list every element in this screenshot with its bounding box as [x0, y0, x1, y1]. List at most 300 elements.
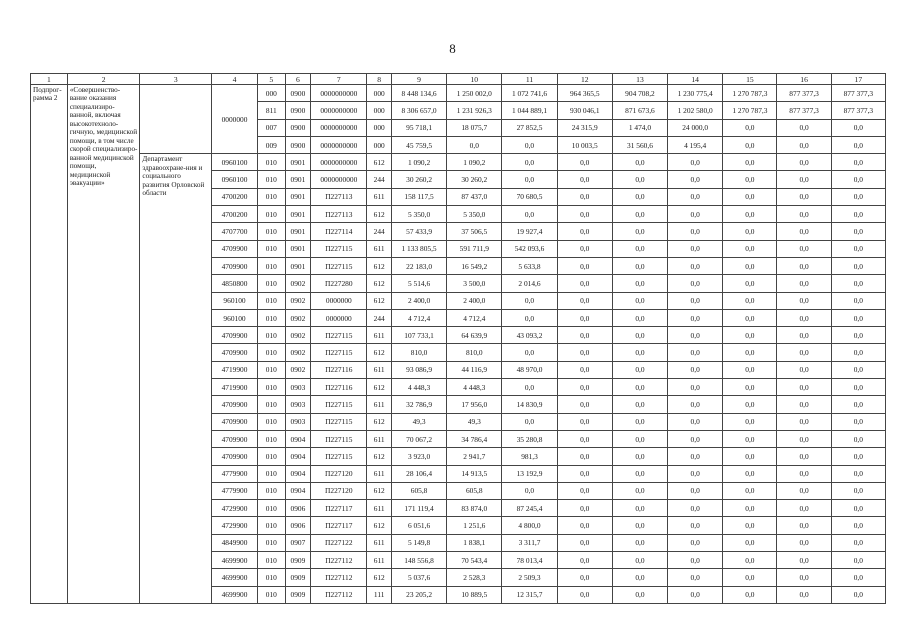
table-cell: 5 350,0	[447, 206, 502, 223]
table-cell: 0,0	[612, 396, 667, 413]
table-cell: П227120	[311, 465, 367, 482]
table-cell: П227115	[311, 448, 367, 465]
table-cell: 44 116,9	[447, 361, 502, 378]
table-cell: 0,0	[831, 500, 885, 517]
column-number-header: 5	[258, 74, 286, 85]
table-cell: 0,0	[612, 465, 667, 482]
table-cell: 0,0	[502, 344, 557, 361]
table-cell: 0,0	[557, 171, 612, 188]
table-cell: П227280	[311, 275, 367, 292]
table-cell: 611	[367, 361, 392, 378]
table-cell: 0904	[285, 482, 311, 499]
column-number-header: 4	[212, 74, 258, 85]
table-cell: 10 889,5	[447, 586, 502, 603]
column-number-header: 8	[367, 74, 392, 85]
table-cell: 0,0	[723, 448, 777, 465]
table-cell: 1 250 002,0	[447, 85, 502, 102]
table-cell: 4709900	[212, 396, 258, 413]
table-cell: 877 377,3	[777, 102, 831, 119]
table-cell: 0,0	[557, 154, 612, 171]
table-cell: 64 639,9	[447, 327, 502, 344]
table-cell: 0,0	[668, 517, 723, 534]
table-cell: 0,0	[777, 344, 831, 361]
table-cell: 0,0	[723, 534, 777, 551]
table-cell: 4849900	[212, 534, 258, 551]
table-cell: П227115	[311, 327, 367, 344]
table-cell: 0,0	[557, 552, 612, 569]
table-cell: 0,0	[612, 327, 667, 344]
table-cell: 148 556,8	[391, 552, 446, 569]
table-cell: П227113	[311, 206, 367, 223]
table-cell: 4709900	[212, 327, 258, 344]
table-cell: 0901	[285, 206, 311, 223]
table-cell: 49,3	[391, 413, 446, 430]
table-cell: 010	[258, 361, 286, 378]
table-cell: 000	[367, 102, 392, 119]
table-cell: П227122	[311, 534, 367, 551]
table-cell: 0,0	[668, 448, 723, 465]
table-cell: 0,0	[777, 275, 831, 292]
table-cell: 542 093,6	[502, 240, 557, 257]
table-cell: 0,0	[723, 119, 777, 136]
column-number-header: 12	[557, 74, 612, 85]
table-cell: 010	[258, 240, 286, 257]
table-cell: 0,0	[557, 188, 612, 205]
table-cell: 0901	[285, 188, 311, 205]
table-cell: 0901	[285, 257, 311, 274]
table-cell: 0,0	[557, 275, 612, 292]
table-cell: 0000000000	[311, 102, 367, 119]
table-cell: П227116	[311, 361, 367, 378]
table-cell: 010	[258, 275, 286, 292]
table-cell: 17 956,0	[447, 396, 502, 413]
table-cell: 0,0	[612, 206, 667, 223]
table-cell: 5 149,8	[391, 534, 446, 551]
table-cell: 0,0	[557, 344, 612, 361]
table-cell: 010	[258, 586, 286, 603]
table-cell: 5 350,0	[391, 206, 446, 223]
table-cell: 24 000,0	[668, 119, 723, 136]
table-cell: 0902	[285, 275, 311, 292]
table-cell: 0,0	[557, 534, 612, 551]
table-cell: 4709900	[212, 413, 258, 430]
table-cell: 611	[367, 465, 392, 482]
table-cell: 0,0	[777, 500, 831, 517]
header-row	[31, 74, 886, 85]
table-cell: 0900	[285, 119, 311, 136]
table-cell: 2 400,0	[391, 292, 446, 309]
table-cell: 0900	[285, 102, 311, 119]
table-cell: 0909	[285, 586, 311, 603]
table-cell: 0,0	[557, 292, 612, 309]
table-cell: 010	[258, 552, 286, 569]
table-cell: 0,0	[668, 396, 723, 413]
table-cell: 0,0	[668, 292, 723, 309]
table-cell: 0000000000	[311, 119, 367, 136]
table-cell: 0,0	[831, 257, 885, 274]
table-cell: 0,0	[777, 586, 831, 603]
table-cell: 010	[258, 223, 286, 240]
table-cell: 0,0	[502, 171, 557, 188]
table-cell: 000	[367, 85, 392, 102]
table-cell: 2 509,3	[502, 569, 557, 586]
table-cell: 0,0	[668, 309, 723, 326]
table-cell: П227120	[311, 482, 367, 499]
table-cell: 0909	[285, 569, 311, 586]
table-cell: 70 543,4	[447, 552, 502, 569]
table-cell: 244	[367, 223, 392, 240]
table-cell: 0,0	[723, 275, 777, 292]
budget-table	[30, 73, 886, 604]
table-cell: 0,0	[723, 223, 777, 240]
table-cell: 8 306 657,0	[391, 102, 446, 119]
table-cell: 23 205,2	[391, 586, 446, 603]
table-cell: 0,0	[777, 569, 831, 586]
table-cell: 612	[367, 379, 392, 396]
table-cell: 0,0	[668, 361, 723, 378]
table-cell: 0,0	[777, 136, 831, 153]
table-cell: 93 086,9	[391, 361, 446, 378]
table-cell: П227112	[311, 569, 367, 586]
table-cell: 4 448,3	[391, 379, 446, 396]
table-cell: 010	[258, 154, 286, 171]
table-cell: 0,0	[777, 448, 831, 465]
table-cell: 0,0	[557, 586, 612, 603]
table-cell: 0,0	[831, 465, 885, 482]
table-cell: 0,0	[612, 482, 667, 499]
table-cell: 0,0	[612, 361, 667, 378]
table-cell: 0,0	[723, 586, 777, 603]
table-cell: 0,0	[502, 136, 557, 153]
table-cell: 0900	[285, 136, 311, 153]
table-cell: 0,0	[831, 482, 885, 499]
table-cell: 0,0	[831, 448, 885, 465]
table-cell: 0,0	[612, 413, 667, 430]
table-cell: 0906	[285, 517, 311, 534]
table-cell: 611	[367, 327, 392, 344]
table-cell: 24 315,9	[557, 119, 612, 136]
table-cell: 0906	[285, 500, 311, 517]
table-cell: 0,0	[502, 413, 557, 430]
table-cell: 1 090,2	[447, 154, 502, 171]
table-cell: 0,0	[557, 413, 612, 430]
table-cell: 13 192,9	[502, 465, 557, 482]
table-cell: 0,0	[723, 482, 777, 499]
table-cell: 0,0	[723, 430, 777, 447]
table-cell: 010	[258, 396, 286, 413]
table-cell: 0,0	[723, 569, 777, 586]
table-cell: 0901	[285, 154, 311, 171]
table-cell: 0,0	[723, 188, 777, 205]
table-cell: 0960100	[212, 171, 258, 188]
table-cell: 0,0	[777, 206, 831, 223]
table-cell: 4699900	[212, 552, 258, 569]
table-cell: 0,0	[557, 240, 612, 257]
column-number-header: 1	[31, 74, 68, 85]
table-cell: 14 830,9	[502, 396, 557, 413]
table-cell: 0,0	[557, 569, 612, 586]
table-cell: 0900	[285, 85, 311, 102]
column-number-header: 9	[391, 74, 446, 85]
table-cell: 0,0	[557, 257, 612, 274]
table-cell: 31 560,6	[612, 136, 667, 153]
table-cell: 4 195,4	[668, 136, 723, 153]
table-cell: 0,0	[831, 430, 885, 447]
table-cell: 5 037,6	[391, 569, 446, 586]
table-cell: 0,0	[668, 482, 723, 499]
table-cell: 010	[258, 500, 286, 517]
table-cell: 0,0	[831, 223, 885, 240]
table-cell: 010	[258, 206, 286, 223]
table-cell: 0000000	[311, 292, 367, 309]
table-cell: П227112	[311, 586, 367, 603]
table-cell: 010	[258, 309, 286, 326]
table-cell: 0,0	[668, 206, 723, 223]
table-cell: 0,0	[612, 344, 667, 361]
table-cell: 0,0	[668, 171, 723, 188]
table-cell: 37 506,5	[447, 223, 502, 240]
table-cell: 612	[367, 292, 392, 309]
table-cell: 35 280,8	[502, 430, 557, 447]
table-cell: 612	[367, 517, 392, 534]
table-cell: 1 474,0	[612, 119, 667, 136]
table-cell: 611	[367, 534, 392, 551]
table-cell: 0,0	[777, 119, 831, 136]
table-cell: 0,0	[723, 309, 777, 326]
table-cell: 0,0	[668, 430, 723, 447]
table-cell: 0,0	[557, 327, 612, 344]
table-cell: 4719900	[212, 361, 258, 378]
table-cell: 612	[367, 257, 392, 274]
table-cell: 0904	[285, 430, 311, 447]
table-cell: 010	[258, 413, 286, 430]
table-cell: 0,0	[502, 309, 557, 326]
table-cell: 0,0	[777, 430, 831, 447]
table-cell: 45 759,5	[391, 136, 446, 153]
table-cell: 0,0	[612, 171, 667, 188]
column-number-header: 17	[831, 74, 885, 85]
table-cell: 010	[258, 534, 286, 551]
table-cell: 981,3	[502, 448, 557, 465]
table-cell: 0,0	[557, 430, 612, 447]
table-cell: 4709900	[212, 240, 258, 257]
table-cell: 0,0	[831, 379, 885, 396]
table-cell: 611	[367, 240, 392, 257]
table-cell: 1 230 775,4	[668, 85, 723, 102]
table-cell: 19 927,4	[502, 223, 557, 240]
table-cell: 1 270 787,3	[723, 85, 777, 102]
table-cell: 0,0	[502, 292, 557, 309]
table-cell: 0000000000	[311, 136, 367, 153]
table-cell: 0,0	[557, 465, 612, 482]
table-cell: 34 786,4	[447, 430, 502, 447]
table-cell: 0,0	[557, 482, 612, 499]
table-cell: 0,0	[668, 465, 723, 482]
table-cell: 2 400,0	[447, 292, 502, 309]
table-cell: 4699900	[212, 586, 258, 603]
table-cell: 0000000000	[311, 154, 367, 171]
table-cell: 4707700	[212, 223, 258, 240]
table-cell: 0,0	[831, 396, 885, 413]
table-cell: 0,0	[668, 500, 723, 517]
table-cell: 0,0	[777, 240, 831, 257]
table-cell: 0901	[285, 240, 311, 257]
table-cell: П227115	[311, 396, 367, 413]
column-number-header: 2	[67, 74, 140, 85]
table-cell: 107 733,1	[391, 327, 446, 344]
table-cell: 964 365,5	[557, 85, 612, 102]
table-cell: 0,0	[557, 206, 612, 223]
table-cell: 3 923,0	[391, 448, 446, 465]
table-cell: 70 680,5	[502, 188, 557, 205]
table-cell: П227117	[311, 500, 367, 517]
table-cell: 0,0	[777, 171, 831, 188]
table-cell: 1 090,2	[391, 154, 446, 171]
table-cell: 0,0	[831, 327, 885, 344]
table-cell: 0901	[285, 223, 311, 240]
table-cell: 810,0	[447, 344, 502, 361]
table-cell: 0,0	[723, 292, 777, 309]
table-cell: 612	[367, 569, 392, 586]
table-cell: 0,0	[777, 223, 831, 240]
table-cell: П227115	[311, 344, 367, 361]
table-cell: 4 712,4	[391, 309, 446, 326]
table-cell: 612	[367, 482, 392, 499]
table-cell: 0,0	[831, 586, 885, 603]
table-cell: 0,0	[612, 240, 667, 257]
table-cell: 0,0	[612, 223, 667, 240]
column-number-header: 16	[777, 74, 831, 85]
table-cell: 0,0	[723, 379, 777, 396]
table-cell: 83 874,0	[447, 500, 502, 517]
table-cell: 0,0	[831, 188, 885, 205]
table-cell: 0,0	[777, 482, 831, 499]
table-cell: 877 377,3	[831, 85, 885, 102]
table-cell: 0,0	[777, 517, 831, 534]
table-cell: 612	[367, 206, 392, 223]
table-cell: 0,0	[723, 361, 777, 378]
table-cell: 0902	[285, 344, 311, 361]
table-cell: 871 673,6	[612, 102, 667, 119]
table-cell: 0,0	[777, 396, 831, 413]
table-cell: 612	[367, 413, 392, 430]
table-cell: 4699900	[212, 569, 258, 586]
column-number-header: 7	[311, 74, 367, 85]
table-cell: 4700200	[212, 206, 258, 223]
table-cell: 43 093,2	[502, 327, 557, 344]
table-cell: 30 260,2	[447, 171, 502, 188]
table-cell: 16 549,2	[447, 257, 502, 274]
table-cell: 1 202 580,0	[668, 102, 723, 119]
table-cell: 87 437,0	[447, 188, 502, 205]
table-cell: 0,0	[723, 136, 777, 153]
table-cell: 18 075,7	[447, 119, 502, 136]
column-number-header: 6	[285, 74, 311, 85]
table-cell: 0960100	[212, 154, 258, 171]
table-cell: 0,0	[723, 257, 777, 274]
table-cell: 111	[367, 586, 392, 603]
table-cell: 4779900	[212, 465, 258, 482]
program-label-cell: Подпрог-рамма 2	[31, 85, 68, 604]
table-cell: 0,0	[612, 257, 667, 274]
table-cell: 611	[367, 396, 392, 413]
table-cell: 0,0	[723, 517, 777, 534]
table-cell: 0,0	[557, 517, 612, 534]
table-cell: 010	[258, 569, 286, 586]
table-cell: 010	[258, 327, 286, 344]
table-cell: 007	[258, 119, 286, 136]
column-number-header: 10	[447, 74, 502, 85]
table-cell: 0,0	[723, 154, 777, 171]
table-cell: 0,0	[557, 396, 612, 413]
table-cell: 810,0	[391, 344, 446, 361]
table-cell: 0,0	[557, 361, 612, 378]
empty-cell	[140, 85, 212, 154]
table-cell: 158 117,5	[391, 188, 446, 205]
table-cell: 960100	[212, 292, 258, 309]
table-cell: 3 311,7	[502, 534, 557, 551]
table-cell: П227112	[311, 552, 367, 569]
table-cell: 0,0	[723, 500, 777, 517]
column-number-header: 14	[668, 74, 723, 85]
table-cell: 0,0	[612, 430, 667, 447]
table-cell: 0901	[285, 171, 311, 188]
table-cell: 5 633,8	[502, 257, 557, 274]
table-cell: 605,8	[391, 482, 446, 499]
table-cell: 0,0	[723, 327, 777, 344]
table-cell: 48 970,0	[502, 361, 557, 378]
table-cell: 0,0	[831, 569, 885, 586]
column-number-header: 15	[723, 74, 777, 85]
table-cell: 000	[258, 85, 286, 102]
table-cell: 0,0	[668, 586, 723, 603]
table-cell: 591 711,9	[447, 240, 502, 257]
table-cell: 0,0	[612, 292, 667, 309]
table-cell: П227113	[311, 188, 367, 205]
table-cell: 0,0	[777, 188, 831, 205]
table-cell: 0,0	[502, 379, 557, 396]
executor-cell: Департамент здравоохране-ния и социального развития Орловской области	[140, 154, 212, 604]
column-number-header: 11	[502, 74, 557, 85]
table-cell: 2 528,3	[447, 569, 502, 586]
table-cell: 30 260,2	[391, 171, 446, 188]
table-cell: 930 046,1	[557, 102, 612, 119]
table-cell: 1 044 889,1	[502, 102, 557, 119]
table-cell: 171 119,4	[391, 500, 446, 517]
table-cell: 0,0	[502, 206, 557, 223]
table-cell: 0,0	[668, 275, 723, 292]
table-cell: 612	[367, 448, 392, 465]
table-cell: 0,0	[668, 552, 723, 569]
table-cell: 0,0	[557, 500, 612, 517]
table-cell: 0,0	[831, 413, 885, 430]
table-cell: 2 941,7	[447, 448, 502, 465]
table-cell: 0,0	[831, 552, 885, 569]
table-cell: 010	[258, 430, 286, 447]
table-cell: 000	[367, 136, 392, 153]
table-cell: 010	[258, 171, 286, 188]
table-cell: 0907	[285, 534, 311, 551]
table-cell: 4 712,4	[447, 309, 502, 326]
table-cell: 0,0	[612, 500, 667, 517]
table-cell: 28 106,4	[391, 465, 446, 482]
table-cell: 5 514,6	[391, 275, 446, 292]
table-cell: 1 838,1	[447, 534, 502, 551]
table-cell: 1 072 741,6	[502, 85, 557, 102]
table-cell: 4 800,0	[502, 517, 557, 534]
table-cell: 0,0	[777, 534, 831, 551]
table-cell: П227116	[311, 379, 367, 396]
